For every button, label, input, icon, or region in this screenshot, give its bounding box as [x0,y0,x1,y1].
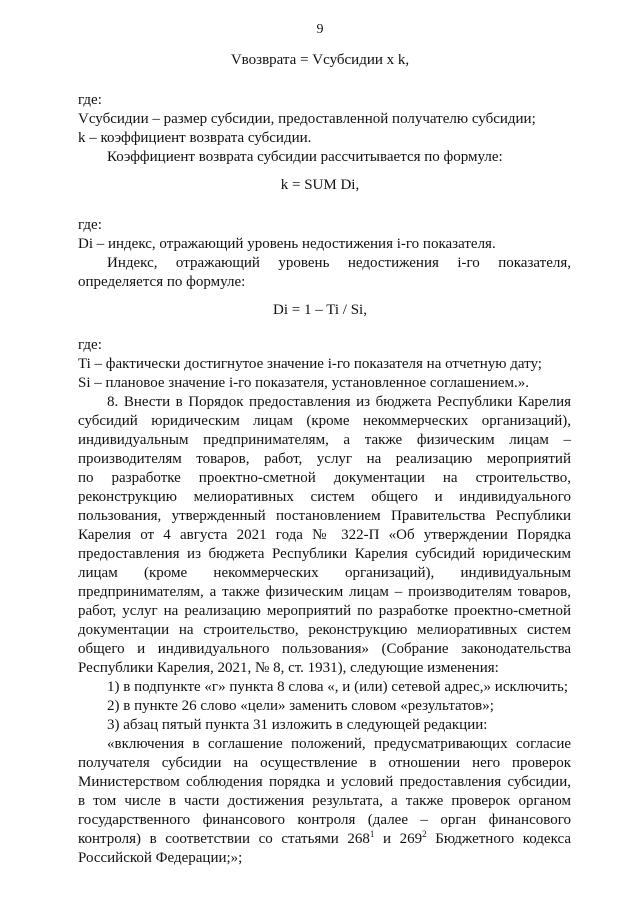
paragraph-8-line: реконструкцию мелиоративных систем общего и индивидуального [78,489,571,505]
quoted-text-line: «включения в соглашение положений, предусматривающих согласие [107,736,571,752]
superscript: 2 [422,829,427,839]
definition-k: k – коэффициент возврата субсидии. [78,130,312,146]
superscript: 1 [369,829,375,839]
definition-si: Si – плановое значение i-го показателя, установленное соглашением.». [78,375,530,391]
page-number: 9 [316,22,324,37]
paragraph-8-line: работ, услуг на реализацию мероприятий по разработке проектно-сметной [78,603,571,619]
paragraph-8-line: Республики Карелия, 2021, № 8, ст. 1931), следующие изменения: [78,660,499,676]
quoted-text-line: Российской Федерации;»; [78,850,243,866]
where-label: где: [78,337,102,353]
definition-ti: Ti – фактически достигнутое значение i-го показателя на отчетную дату; [78,356,542,372]
paragraph-8-line: субсидий юридическим лицам (кроме некоммерческих организаций), [78,413,571,429]
quoted-text-line: Министерством соблюдения порядка и условий предоставления субсидии, [78,774,571,790]
quoted-text-fragment: Бюджетного кодекса [426,831,571,847]
quoted-text-line [78,830,571,849]
quoted-text-line: в том числе в части достижения результата, а также проверок органом [78,793,571,809]
definition-di: Di – индекс, отражающий уровень недостижения i-го показателя. [78,236,496,252]
change-item-3: 3) абзац пятый пункта 31 изложить в следующей редакции: [107,717,488,733]
paragraph-8-line: документации на строительство, реконструкцию мелиоративных систем [78,622,571,638]
quoted-text-fragment: и 269 [374,831,423,847]
quoted-text-line: получателя субсидии на осуществление в отношении него проверок [78,755,571,771]
formula-refund-volume: Vвозврата = Vсубсидии x k, [230,52,410,68]
paragraph-8-line: лицам (кроме некоммерческих организаций), индивидуальным [78,565,571,581]
definition-v-subsidy: Vсубсидии – размер субсидии, предоставленной получателю субсидии; [78,111,536,127]
index-paragraph-line: Индекс, отражающий уровень недостижения i-го показателя, [107,255,571,271]
paragraph-8-line: общего и индивидуального пользования» (Собрание законодательства [78,641,571,657]
paragraph-8-line: 8. Внести в Порядок предоставления из бюджета Республики Карелия [107,394,571,410]
paragraph-8-line: индивидуальным предпринимателям, а также физическим лицам – [78,432,571,448]
change-item-2: 2) в пункте 26 слово «цели» заменить словом «результатов»; [107,698,494,714]
paragraph-8-line: по разработке проектно-сметной документации на строительство, [78,470,571,486]
change-item-1: 1) в подпункте «г» пункта 8 слова «, и (или) сетевой адрес,» исключить; [107,679,569,695]
k-formula-intro: Коэффициент возврата субсидии рассчитывается по формуле: [107,149,503,165]
formula-k-sum: k = SUM Di, [280,177,360,193]
quoted-text-line: государственного финансового контроля (далее – орган финансового [78,812,571,828]
paragraph-8-line: производителям товаров, работ, услуг на реализацию мероприятий [78,451,571,467]
where-label: где: [78,217,102,233]
paragraph-8-line: Карелия от 4 августа 2021 года № 322-П «Об утверждении Порядка [78,527,571,543]
paragraph-8-line: пользования, утвержденный постановлением Правительства Республики [78,508,571,524]
quoted-text-fragment: контроля) в соответствии со статьями 268 [78,831,370,847]
paragraph-8-line: предпринимателям, а также физическим лицам – производителям товаров, [78,584,571,600]
paragraph-8-line: предоставления из бюджета Республики Карелия субсидий юридическим [78,546,571,562]
where-label: где: [78,92,102,108]
formula-di: Di = 1 – Ti / Si, [273,302,367,318]
index-paragraph-line: определяется по формуле: [78,274,246,290]
